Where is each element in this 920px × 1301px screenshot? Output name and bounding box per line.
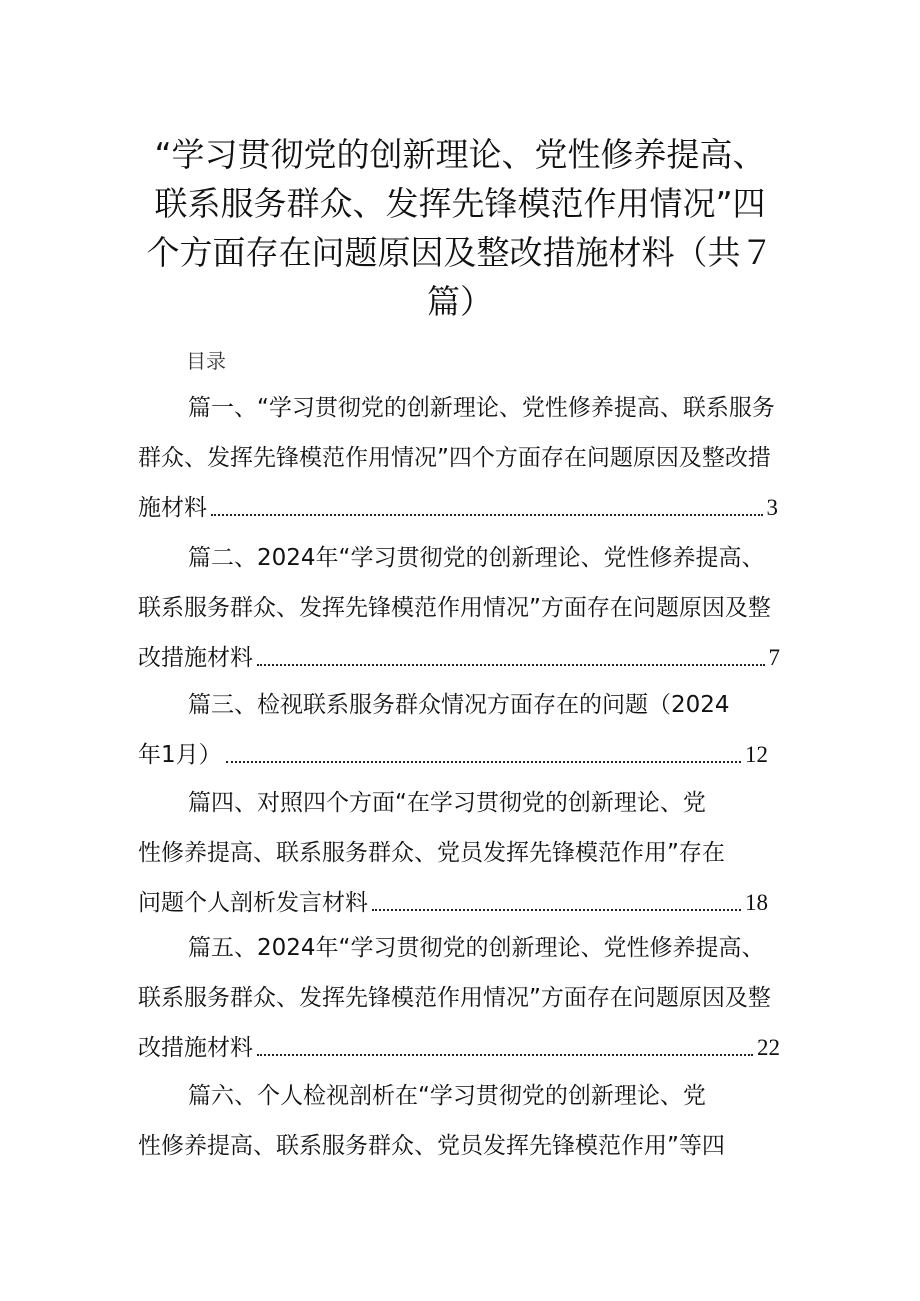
toc-entry-line: 联系服务群众、发挥先锋模范作用情况”方面存在问题原因及整 <box>138 595 771 621</box>
toc-entry-leader-line <box>138 492 778 524</box>
toc-entry-line: 年1月） <box>138 742 222 768</box>
toc-entry-line: 联系服务群众、发挥先锋模范作用情况”方面存在问题原因及整 <box>138 985 771 1011</box>
toc-entry-leader-line <box>138 1032 780 1064</box>
title-line: 篇） <box>427 282 493 321</box>
toc-entry-line: 篇一、“学习贯彻党的创新理论、党性修养提高、联系服务 <box>188 395 775 421</box>
title-line: “学习贯彻党的创新理论、党性修养提高、 <box>154 135 766 174</box>
dot-leader <box>372 908 741 911</box>
dot-leader <box>257 1053 753 1056</box>
toc-entry-line: 篇二、2024年“学习贯彻党的创新理论、党性修养提高、 <box>188 545 765 571</box>
toc-page-number: 12 <box>745 742 768 767</box>
toc-heading: 目录 <box>186 349 226 373</box>
toc-entry-line: 篇四、对照四个方面“在学习贯彻党的创新理论、党 <box>188 790 706 816</box>
toc-entry-line: 问题个人剖析发言材料 <box>138 890 368 916</box>
toc-page-number: 7 <box>768 645 780 670</box>
toc-page-number: 3 <box>766 495 778 520</box>
dot-leader <box>257 663 765 666</box>
toc-page-number: 22 <box>757 1035 780 1060</box>
toc-entry-line: 篇五、2024年“学习贯彻党的创新理论、党性修养提高、 <box>188 935 765 961</box>
toc-entry-line: 改措施材料 <box>138 645 253 671</box>
title-line: 联系服务群众、发挥先锋模范作用情况”四 <box>154 184 766 223</box>
toc-entry-line: 篇三、检视联系服务群众情况方面存在的问题（2024 <box>188 692 730 718</box>
toc-entry-line: 改措施材料 <box>138 1035 253 1061</box>
toc-entry-leader-line <box>138 739 768 771</box>
toc-entry-line: 性修养提高、联系服务群众、党员发挥先锋模范作用”存在 <box>138 840 725 866</box>
dot-leader <box>211 513 763 516</box>
toc-entry-line: 群众、发挥先锋模范作用情况”四个方面存在问题原因及整改措 <box>138 445 771 471</box>
toc-entry-leader-line <box>138 642 780 674</box>
dot-leader <box>226 760 741 763</box>
toc-entry-leader-line <box>138 887 768 919</box>
toc-page-number: 18 <box>745 890 768 915</box>
title-line: 个方面存在问题原因及整改措施材料（共７ <box>146 233 774 272</box>
toc-entry-line: 施材料 <box>138 495 207 521</box>
document-title <box>130 130 790 326</box>
toc-entry-line: 篇六、个人检视剖析在“学习贯彻党的创新理论、党 <box>188 1083 706 1109</box>
toc-entry-line: 性修养提高、联系服务群众、党员发挥先锋模范作用”等四 <box>138 1133 725 1159</box>
